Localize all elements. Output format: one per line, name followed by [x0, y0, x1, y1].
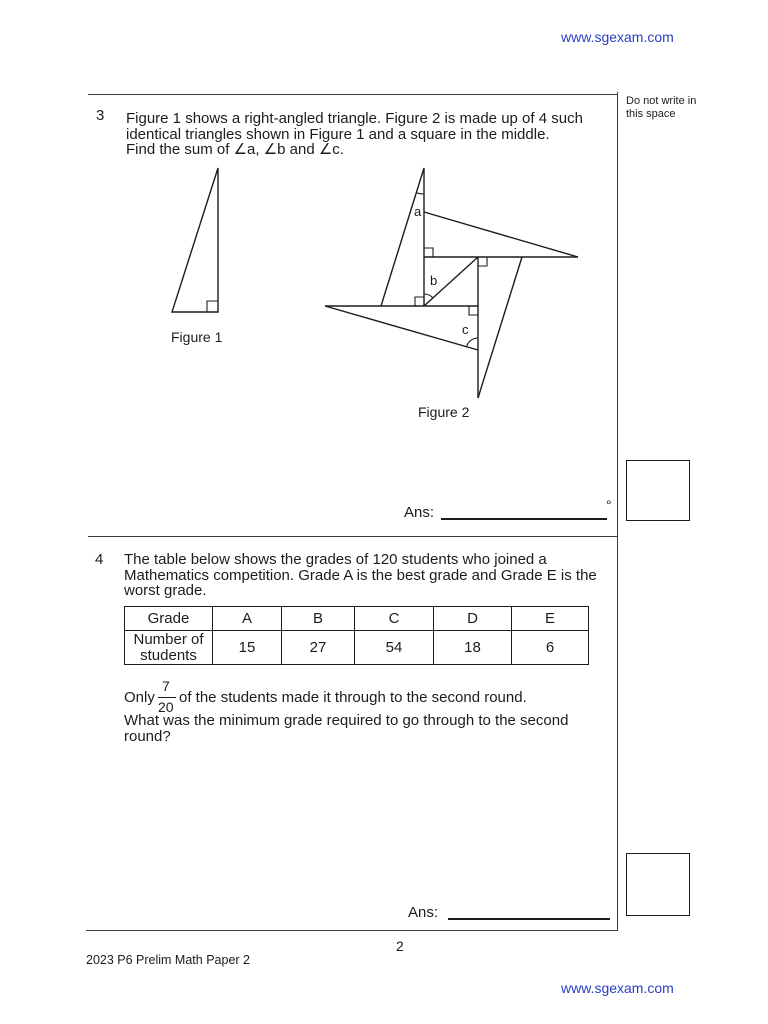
table-header-grade-label: Grade [125, 607, 213, 631]
table-cell-count: 18 [434, 631, 512, 665]
bottom-border-line [86, 930, 618, 931]
figure-1-caption: Figure 1 [171, 329, 223, 345]
table-row-label [125, 631, 213, 665]
fraction-sentence-suffix: of the students made it through to the second round. [179, 689, 527, 706]
angle-a-arc [416, 193, 424, 194]
table-cell-count: 54 [355, 631, 434, 665]
angle-b-arc [424, 294, 433, 298]
table-cell-count: 27 [282, 631, 355, 665]
question-4-text [124, 552, 597, 599]
question-3-answer-unit: ° [606, 497, 612, 513]
table-row-label-line: students [140, 646, 197, 664]
header-site-link[interactable]: www.sgexam.com [561, 29, 674, 45]
question-3-number: 3 [96, 107, 105, 124]
question-4-prompt-line: What was the minimum grade required to go through to the second [124, 712, 569, 729]
margin-note [626, 95, 696, 121]
table-row-counts [125, 631, 589, 665]
figure-1 [172, 168, 218, 312]
fraction-bar [158, 697, 176, 698]
table-row-label-line: Number of [133, 630, 204, 648]
question-4-answer-blank [448, 918, 610, 920]
margin-note-line: this space [626, 108, 676, 120]
question-4-line: worst grade. [124, 582, 207, 599]
figure-2-caption: Figure 2 [418, 404, 470, 420]
triangle-2-hypotenuse [424, 212, 578, 257]
table-header-cell: E [512, 607, 589, 631]
question-4-number: 4 [95, 551, 104, 568]
triangle-1-hypotenuse [381, 168, 424, 306]
question-3-answer-blank [441, 518, 607, 520]
table-header-cell: C [355, 607, 434, 631]
question-3-line: Figure 1 shows a right-angled triangle. Figure 2 is made up of 4 such [126, 110, 583, 127]
table-cell-count: 6 [512, 631, 589, 665]
paper-title: 2023 P6 Prelim Math Paper 2 [86, 953, 250, 967]
page-number: 2 [396, 938, 404, 954]
footer-site-link[interactable]: www.sgexam.com [561, 980, 674, 996]
fraction-sentence-prefix: Only [124, 689, 155, 706]
table-header-cell: D [434, 607, 512, 631]
triangle-4-hypotenuse [325, 306, 478, 350]
grades-table [124, 606, 589, 665]
table-header-cell: B [282, 607, 355, 631]
question-4-marks-box [626, 853, 690, 916]
question-4-prompt-line: round? [124, 728, 171, 745]
angle-c-arc [467, 338, 479, 347]
question-3-line: identical triangles shown in Figure 1 and a square in the middle. [126, 125, 550, 143]
question-4-line: Mathematics competition. Grade A is the best grade and Grade E is the [124, 566, 597, 584]
triangle-2-right-angle-marker [424, 248, 433, 257]
angle-c-label: c [462, 322, 469, 337]
question-separator-line [88, 536, 618, 537]
fraction-numerator: 7 [162, 678, 170, 694]
triangle-3-hypotenuse [478, 257, 522, 398]
figure-2 [325, 168, 578, 398]
fraction-denominator: 20 [158, 699, 174, 715]
margin-divider-line [617, 92, 618, 931]
question-4-line: The table below shows the grades of 120 students who joined a [124, 551, 547, 568]
square-diagonal [424, 257, 478, 306]
triangle-1-right-angle-marker [415, 297, 424, 306]
angle-a-label: a [414, 204, 422, 219]
table-header-row [125, 607, 589, 631]
question-3-answer-label: Ans: [404, 504, 435, 521]
figure-1-right-angle-marker [207, 301, 218, 312]
question-4-answer-label: Ans: [408, 904, 439, 921]
question-4-prompt [124, 713, 568, 745]
angle-b-label: b [430, 273, 438, 288]
triangle-4-right-angle-marker [469, 306, 478, 315]
triangle-3-right-angle-marker [478, 257, 487, 266]
question-3-text [126, 111, 583, 158]
table-cell-count: 15 [213, 631, 282, 665]
question-3-marks-box [626, 460, 690, 521]
question-3-line: Find the sum of ∠a, ∠b and ∠c. [126, 141, 344, 158]
figure-1-triangle [172, 168, 218, 312]
margin-note-line: Do not write in [626, 95, 697, 107]
top-border-line [88, 94, 617, 95]
table-header-cell: A [213, 607, 282, 631]
